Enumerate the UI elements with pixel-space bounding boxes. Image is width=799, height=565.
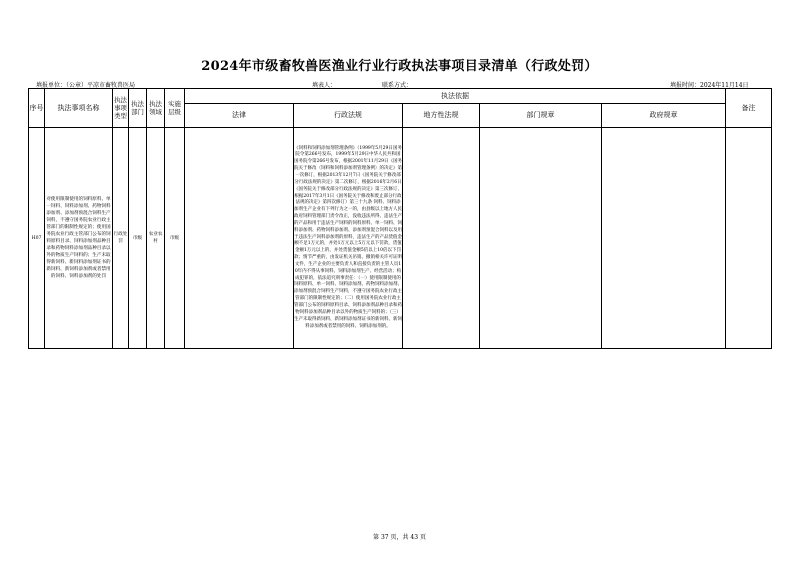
page-title: 2024年市级畜牧兽医渔业行业行政执法事项目录清单（行政处罚） bbox=[201, 59, 598, 74]
enforcement-items-table bbox=[28, 88, 772, 349]
header-seq: 序号 bbox=[29, 89, 45, 128]
table-row bbox=[29, 128, 772, 349]
row-category: 行政处罚 bbox=[113, 128, 129, 349]
form-filler: 填表人： bbox=[312, 82, 337, 89]
header-law: 法律 bbox=[185, 104, 294, 128]
row-local-regulation bbox=[403, 128, 480, 349]
header-local-regulation: 地方性法规 bbox=[403, 104, 480, 128]
header-admin-regulation: 行政法规 bbox=[294, 104, 403, 128]
report-date: 填报时间：2024年11月14日 bbox=[670, 82, 749, 89]
row-field: 农业农村 bbox=[147, 128, 165, 349]
page-number: 第 37 页，共 43 页 bbox=[373, 534, 426, 541]
row-note bbox=[726, 128, 772, 349]
header-note: 备注 bbox=[726, 89, 772, 128]
contact-info: 联系方式： bbox=[382, 82, 413, 89]
row-government-rule bbox=[602, 128, 726, 349]
row-level: 市级 bbox=[165, 128, 185, 349]
header-department-rule: 部门规章 bbox=[480, 104, 602, 128]
header-department: 执法部门 bbox=[129, 89, 147, 128]
header-item-name: 执法事项名称 bbox=[45, 89, 113, 128]
row-item-name: 对使用限制使用的饲料原料、单一饲料、饲料添加剂、药物饲料添加剂、添加剂预混合饲料生产饲料，不遵守国务院农业行政主管部门的限制性规定的；使用国务院农业行政主管部门公布的饲料原料目录、饲料添加剂品种目录和药物饲料添加剂品种目录以外的物质生产饲料的；生产未取得新饲料、新饲料添加剂证书的新饲料、新饲料添加剂或者禁用的饲料、饲料添加剂的处罚 bbox=[45, 128, 113, 349]
row-seq: H07 bbox=[29, 128, 45, 349]
header-government-rule: 政府规章 bbox=[602, 104, 726, 128]
header-basis: 执法依据 bbox=[185, 89, 726, 104]
header-field: 执法领域 bbox=[147, 89, 165, 128]
row-admin-regulation: 《饲料和饲料添加剂管理条例》（1999年5月29日国务院令第266号发布，1999年5月29日中华人民共和国国务院令第266号发布，根据2001年11月29日《国务院关于修改〈饲料和饲料添加剂管理条例〉的决定》第一次修订，根据2013年12月7日《国务院关于修改部分行政法规的决定》第二次修订，根据2016年2月6日《国务院关于修改部分行政法规的决定》第三次修订，根据2017年3月1日《国务院关于修改和废止部分行政法规的决定》第四次修订）第三十九条 饲料、饲料添加剂生产企业有下列行为之一的，由县级以上地方人民政府饲料管理部门责令改正，没收违法所得、违法生产的产品和用于违法生产饲料的饲料原料、单一饲料、饲料添加剂、药物饲料添加剂、添加剂预混合饲料以及用于违法生产饲料添加剂的原料，违法生产的产品货值金额不足1万元的，并处1万元以上5万元以下罚款，货值金额1万元以上的，并处货值金额5倍以上10倍以下罚款；情节严重的，由发证机关吊销、撤销相关许可证明文件，生产企业的主要负责人和直接负责的主管人员10年内不得从事饲料、饲料添加剂生产、经营活动；构成犯罪的，依法追究刑事责任：（一）使用限制使用的饲料原料、单一饲料、饲料添加剂、药物饲料添加剂、添加剂预混合饲料生产饲料，不遵守国务院农业行政主管部门的限制性规定的；（二）使用国务院农业行政主管部门公布的饲料原料目录、饲料添加剂品种目录和药物饲料添加剂品种目录以外的物质生产饲料的；（三）生产未取得新饲料、新饲料添加剂证书的新饲料、新饲料添加剂或者禁用的饲料、饲料添加剂的。 bbox=[294, 128, 403, 349]
row-law bbox=[185, 128, 294, 349]
row-department: 市级 bbox=[129, 128, 147, 349]
reporting-unit: 填报单位：（公章）平凉市畜牧兽医局 bbox=[36, 82, 136, 89]
header-item-category: 执法事项类型 bbox=[113, 89, 129, 128]
row-department-rule bbox=[480, 128, 602, 349]
header-level: 实施层级 bbox=[165, 89, 185, 128]
